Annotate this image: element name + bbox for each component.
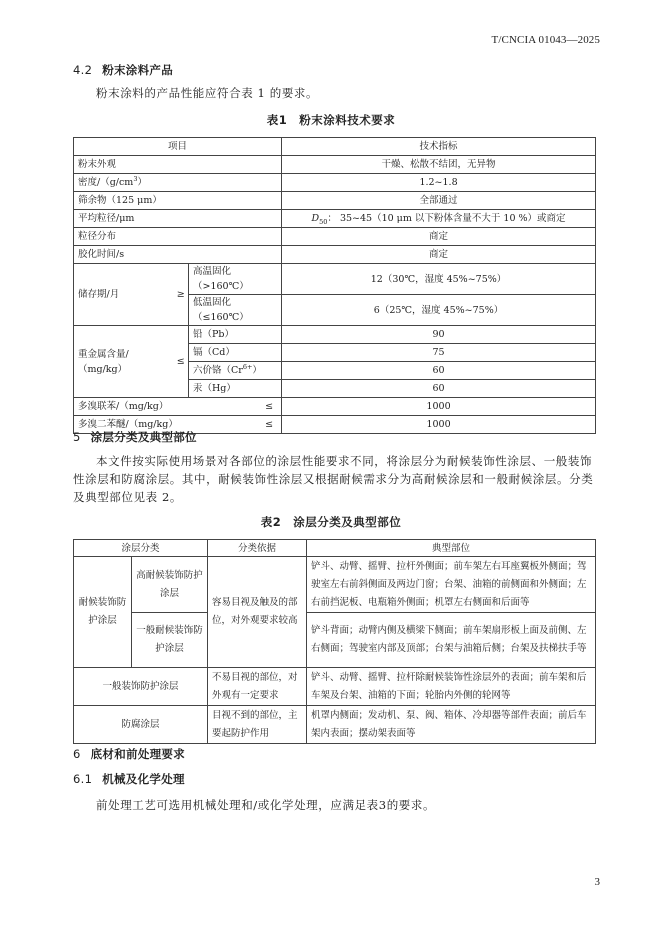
table-cell: 干燥、松散不结团，无异物	[282, 156, 596, 174]
table-row	[74, 668, 596, 706]
table-row	[74, 264, 596, 295]
table-row	[74, 156, 596, 174]
section-number: 6	[73, 747, 81, 761]
table-cell: 90	[282, 326, 596, 344]
section-6-1-paragraph: 前处理工艺可选用机械处理和/或化学处理，应满足表3的要求。	[96, 798, 436, 812]
section-title: 底材和前处理要求	[90, 747, 186, 761]
table-cell: 筛余物（125 μm）	[74, 192, 282, 210]
table-cell: 镉（Cd）	[189, 344, 282, 362]
table-cell: 1000	[282, 398, 596, 416]
table-cell: 粉末外观	[74, 156, 282, 174]
table-row	[74, 613, 596, 668]
table-row	[74, 706, 596, 744]
page-number: 3	[594, 876, 600, 888]
table-cell: 铅（Pb）	[189, 326, 282, 344]
table-cell: 铲斗、动臂、摇臂、拉杆除耐候装饰性涂层外的表面；前车架和后车架及台架、油箱的下面；轮胎内外侧的轮网等	[307, 668, 596, 706]
table-cell: 1000	[282, 416, 596, 434]
table-header-cell: 项目	[74, 138, 282, 156]
superscript: 3	[133, 174, 138, 183]
table-cell: 12（30℃，湿度 45%~75%）	[282, 264, 596, 295]
table-cell: 容易目视及触及的部位，对外观要求较高	[208, 557, 307, 668]
standard-code: T/CNCIA 01043—2025	[491, 34, 600, 46]
table-cell: 高温固化（>160℃）	[189, 264, 282, 295]
table-row	[74, 398, 596, 416]
cell-text: 密度/（g/cm	[78, 177, 134, 188]
cell-text: 六价铬（Cr	[193, 365, 243, 376]
table-header-cell: 涂层分类	[74, 540, 208, 557]
superscript: 6+	[242, 362, 253, 371]
table-cell: 1.2~1.8	[282, 174, 596, 192]
section-5-paragraph: 本文件按实际使用场景对各部位的涂层性能要求不同，将涂层分为耐候装饰性涂层、一般装饰性涂层和防腐涂层。其中，耐候装饰性涂层又根据耐候需求分为高耐候涂层和一般耐候涂层。分类及典型部位见表 2。	[73, 454, 594, 504]
table1-powder-coating-requirements	[73, 137, 596, 434]
table-cell: 60	[282, 380, 596, 398]
table-cell: 平均粒径/μm	[74, 210, 282, 228]
table-row	[74, 210, 596, 228]
table-cell	[74, 326, 174, 398]
table-row	[74, 557, 596, 613]
table1-caption-title: 粉末涂料技术要求	[299, 113, 396, 127]
italic-text: D	[311, 213, 320, 224]
table-cell: 汞（Hg）	[189, 380, 282, 398]
table1-caption	[0, 112, 662, 128]
table-cell: 防腐涂层	[74, 706, 208, 744]
table-cell	[282, 210, 596, 228]
table-cell: 6（25℃，湿度 45%~75%）	[282, 295, 596, 326]
table-cell: 75	[282, 344, 596, 362]
table-cell: ≥	[174, 264, 189, 326]
table-row	[74, 246, 596, 264]
cell-text: 重金属含量/	[78, 348, 129, 360]
table2-coating-classification	[73, 539, 596, 744]
table-row	[74, 138, 596, 156]
section-5-heading	[73, 429, 197, 445]
section-4-2-heading	[73, 62, 173, 78]
table-row	[74, 174, 596, 192]
table-cell: 商定	[282, 246, 596, 264]
table-header-cell: 分类依据	[208, 540, 307, 557]
table-cell: 铲斗背面；动臂内侧及横梁下侧面；前车架扇形板上面及前侧、左右侧面；驾驶室内部及顶部；台架与油箱后侧；台架及扶梯扶手等	[307, 613, 596, 668]
section-number: 6.1	[73, 772, 93, 786]
table-cell: ≤	[189, 416, 282, 434]
table-cell: 全部通过	[282, 192, 596, 210]
table-cell: 不易目视的部位，对外观有一定要求	[208, 668, 307, 706]
table2-caption-number: 表2	[260, 515, 282, 529]
table-cell: ≤	[174, 326, 189, 398]
table-cell	[74, 174, 282, 192]
table-header-cell: 典型部位	[307, 540, 596, 557]
table-row	[74, 192, 596, 210]
subscript: 50	[319, 217, 328, 226]
section-6-heading	[73, 746, 185, 762]
table2-caption	[0, 514, 662, 530]
table-cell: 机罩内侧面；发动机、泵、阀、箱体、冷却器等部件表面；前后车架内表面；摆动架表面等	[307, 706, 596, 744]
table1-caption-number: 表1	[266, 113, 288, 127]
table-cell: 耐候装饰防护涂层	[74, 557, 132, 668]
section-title: 涂层分类及典型部位	[90, 430, 197, 444]
table-row	[74, 228, 596, 246]
table-row	[74, 540, 596, 557]
section-4-2-paragraph: 粉末涂料的产品性能应符合表 1 的要求。	[96, 86, 319, 100]
cell-text: ）	[137, 177, 147, 188]
cell-text: ： 35~45（10 μm 以下粉体含量不大于 10 %）或商定	[327, 213, 566, 224]
table-row	[74, 326, 596, 344]
table-cell	[189, 362, 282, 380]
table-cell: 铲斗、动臂、摇臂、拉杆外侧面；前车架左右耳座翼板外侧面；驾驶室左右前斜侧面及两边门窗；台架、油箱的前侧面和外侧面；左右前挡泥板、电瓶箱外侧面；机罩左右侧面和后面等	[307, 557, 596, 613]
section-number: 4.2	[73, 63, 93, 77]
table-cell: 储存期/月	[74, 264, 174, 326]
section-6-1-heading	[73, 771, 185, 787]
table-cell: 多溴二苯醚/（mg/kg）	[74, 416, 189, 434]
table-cell: 多溴联苯/（mg/kg）	[74, 398, 189, 416]
table-cell: 高耐候装饰防护涂层	[132, 557, 208, 613]
table-header-cell: 技术指标	[282, 138, 596, 156]
table-cell: 一般耐候装饰防护涂层	[132, 613, 208, 668]
cell-text: （mg/kg）	[78, 363, 128, 375]
table-cell: 胶化时间/s	[74, 246, 282, 264]
table-cell: 目视不到的部位，主要起防护作用	[208, 706, 307, 744]
table-cell: 粒径分布	[74, 228, 282, 246]
table-cell: 低温固化（≤160℃）	[189, 295, 282, 326]
table-cell: 60	[282, 362, 596, 380]
cell-text: ）	[252, 365, 262, 376]
table-cell: 一般装饰防护涂层	[74, 668, 208, 706]
section-number: 5	[73, 430, 81, 444]
table2-caption-title: 涂层分类及典型部位	[293, 515, 402, 529]
table-cell: 商定	[282, 228, 596, 246]
table-cell: ≤	[189, 398, 282, 416]
section-title: 粉末涂料产品	[102, 63, 174, 77]
section-title: 机械及化学处理	[102, 772, 185, 786]
